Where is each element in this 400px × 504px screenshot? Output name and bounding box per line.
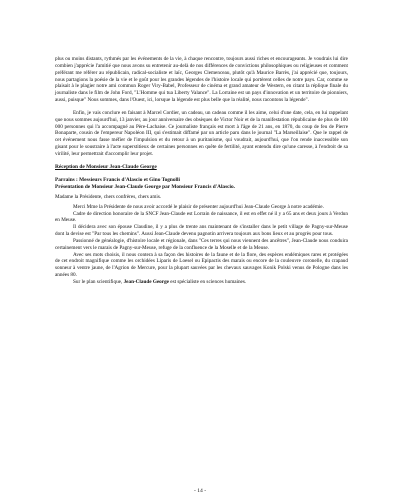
paragraph-career: Cadre de direction honoraire de la SNCF Jean-Claude est Lorrain de naissance, il est en effet né il y a 65 ans et deux jours à Verdun en Meuse. [55,210,348,224]
parrains-line: Parrains : Messieurs Francis d'Alascio et Gino Tognolli [55,176,180,183]
page-number: - 14 - [193,488,207,494]
paragraph-conclusion: Enfin, je vais conclure en faisant à Marcel Cordier, un cadeau, un cadeau comme il les aime, celui d'une date, cela, en lui rappelant que nous sommes aujourd'hui, 13 janvier, au jour anniversaire des obsèques de Victor Noir et de la manifestation républicaine de plus de 100 000 personnes qui l'a accompagné au Père-Lachaise. Ce journaliste français est mort à l'âge de 21 ans, en 1870, du coup de feu de Pierre Bonaparte, cousin de l'empereur Napoléon III, qui s'estimait diffamé par un article paru dans le journal "La Marseillaise". Que le rappel de cet événement nous fasse méfier de l'impulsion et du retour à un puritanisme, qui voudrait, aujourd'hui, que l'on rende inaccessible son gisant pour le soustraire à l'acte superstitieux de certaines personnes en quête de fertilité, ayant entendu dire qu'une caresse, à l'endroit de sa virilité, leur permettrait d'accomplir leur projet. [55,109,348,157]
paragraph-genealogy: Passionné de généalogie, d'histoire locale et régionale, dans "Ces terres qui nous viennent des ancêtres", Jean-Claude nous conduira certainement vers le marais de Pagny-sur-Meuse, refuge de la confluence de la Moselle et de la Meuse. [55,237,348,251]
page-body [55,56,348,286]
paragraph-thanks: Merci Mme la Présidente de nous avoir accordé le plaisir de présenter aujourd'hui Jean-Claude George à notre académie. [73,203,324,210]
member-name: Jean-Claude George [123,278,169,285]
salutation: Madame la Présidente, chers confrères, chers amis. [55,193,162,200]
presentation-line: Présentation de Monsieur Jean-Claude George par Monsieur Francis d'Alascio. [55,183,235,190]
paragraph-nature: Avec ses mots choisis, il nous contera à sa façon des histoires de la faune et de la flore, des espèces endémiques rares et protégées de cet endroit magnifique comme les orchidées Liparis de Loesel ou Epipactis des marais ou encore de la couleuvre coronelle, du crapaud sonneur à ventre jaune, de l'Agrion de Mercure, pour la plupart sauvées par les chevaux sauvages Konik Polski venus de Pologne dans les années 80. [55,251,348,279]
paragraph-village: Il décidera avec son épouse Claudine, il y a plus de trente ans maintenant de s'installer dans le petit village de Pagny-sur-Meuse dont la devise est "Par tous les chemins". Aussi Jean-Claude devenu pagnotin arrivera toujours aux bons lieux et au progrès pour tous. [55,224,348,238]
section-heading: Réception de Monsieur Jean-Claude George [55,163,157,170]
paragraph-intro: plus ou moins distants, rythmés par les événements de la vie, à chaque rencontre, toujours aussi riches et encourageants. Je voudrais lui dire combien j'apprécie l'amitié que nous avons su entretenir au-delà de nos différences de convictions philosophiques ou religieuses et comment préférant me référer au républicain, radical-socialiste et laïc, Georges Clemenceau, plutôt qu'à Maurice Barrès, j'ai apprécié que, toujours, nous partagions la poésie de la vie et le goût pour les grandes légendes de l'histoire locale qui portèrent celles de notre pays. Car, comme se plaisait à le plagier notre ami commun Roger Viry-Babel, Professeur de cinéma et grand amateur de Western, en citant la réplique finale du journaliste dans le film de John Ford, "L'Homme qui tua Liberty Valance". La Lorraine est un pays d'innovation et un territoire de pionniers, aussi, puisque" Nous sommes, dans l'Ouest, ici, lorsque la légende est plus belle que la réalité, nous racontons la légende". [55,56,348,104]
paragraph-science: Sur le plan scientifique, Jean-Claude George est spécialiste en sciences humaines. [73,278,247,285]
